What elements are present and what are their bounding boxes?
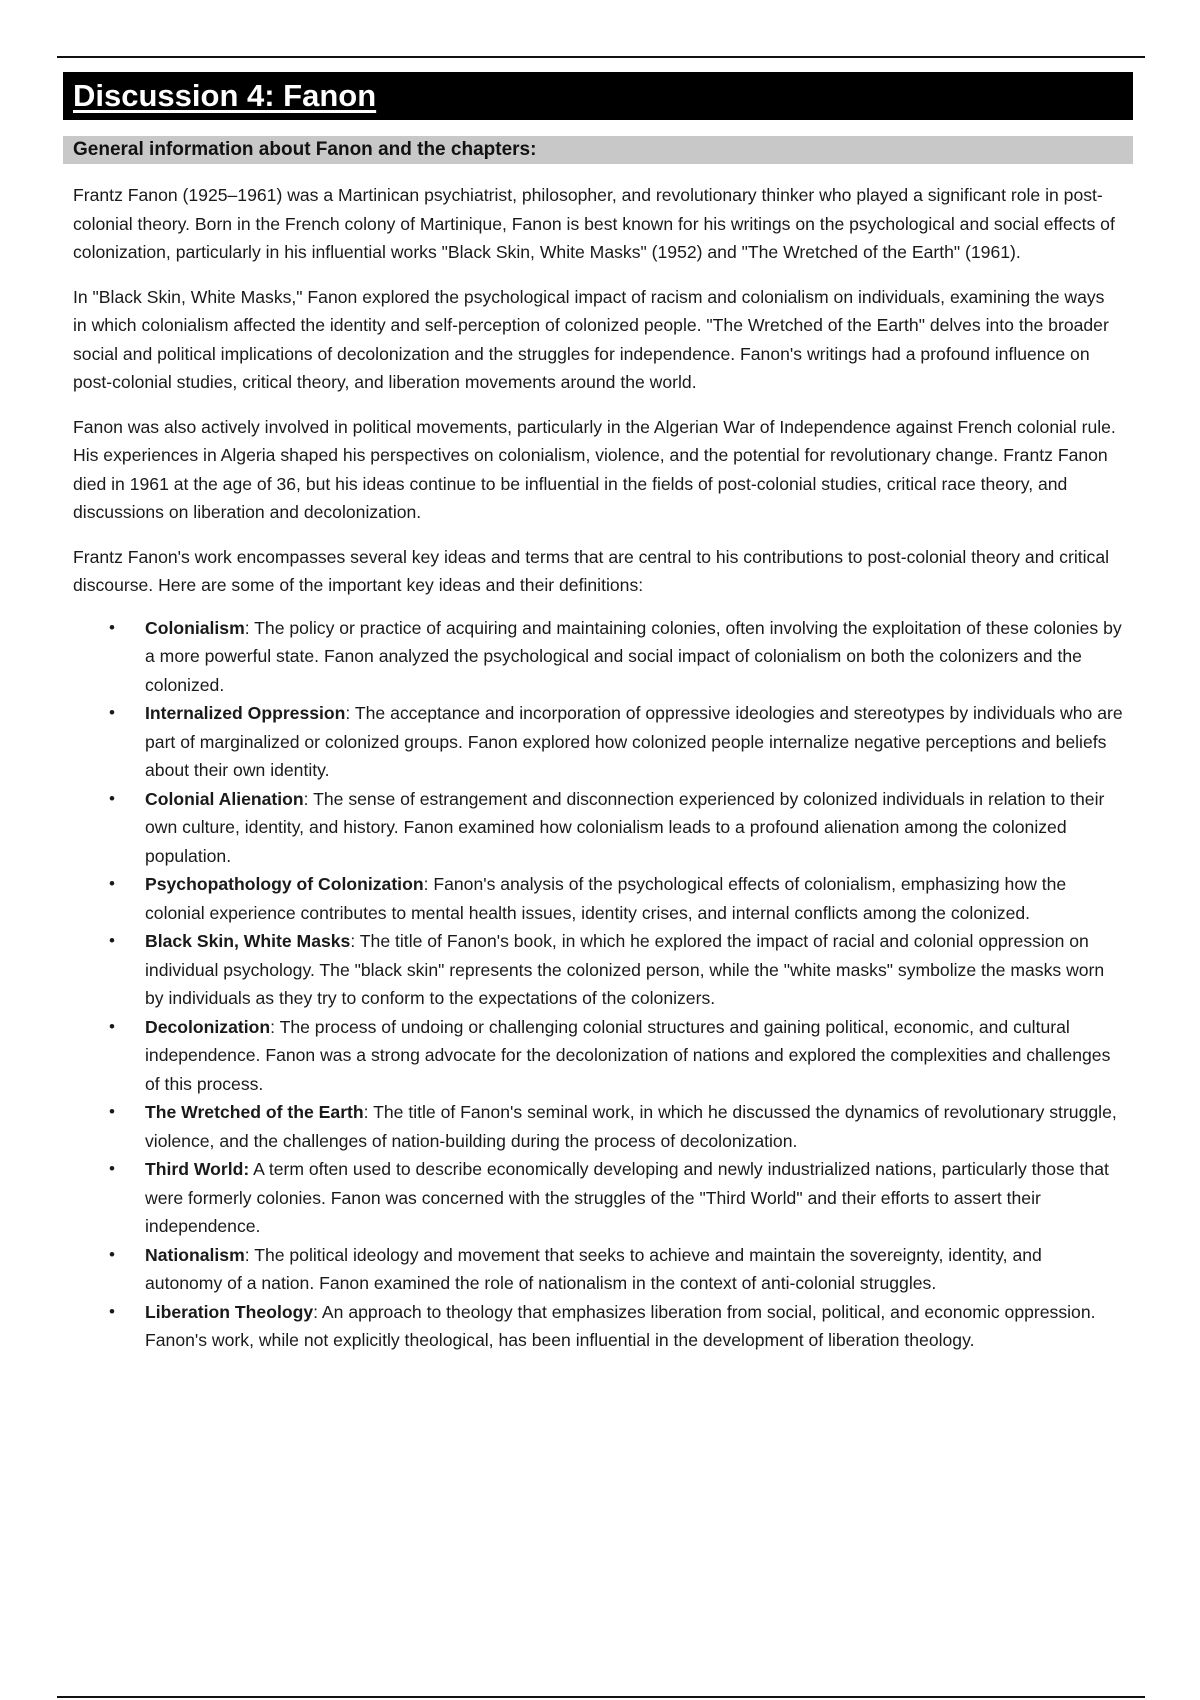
term-label: Decolonization bbox=[145, 1016, 271, 1037]
list-item-third-world bbox=[73, 1155, 1123, 1241]
term-separator: : bbox=[270, 1016, 276, 1037]
term-label: Colonialism bbox=[145, 617, 245, 638]
term-label: Nationalism bbox=[145, 1244, 245, 1265]
term-definition: An approach to theology that emphasizes liberation from social, political, and economic oppression. Fanon's work, while not explicitly theological, has been influential in the development of liberation theology. bbox=[145, 1301, 1096, 1350]
term-separator: : bbox=[313, 1301, 319, 1322]
term-definition: The title of Fanon's seminal work, in which he discussed the dynamics of revolutionary struggle, violence, and the challenges of nation-building during the process of decolonization. bbox=[145, 1102, 1117, 1151]
list-item-wretched-of-the-earth bbox=[73, 1098, 1123, 1155]
document-page bbox=[63, 72, 1133, 1355]
bullet-icon: • bbox=[109, 703, 115, 722]
term-separator: : bbox=[244, 617, 250, 638]
bullet-icon: • bbox=[109, 1102, 115, 1121]
term-definition: A term often used to describe economically developing and newly industrialized nations, particularly those that were formerly colonies. Fanon was concerned with the struggles of the "Third World" and their efforts to assert their independence. bbox=[145, 1159, 1109, 1236]
document-body bbox=[63, 181, 1133, 1355]
list-item-nationalism bbox=[73, 1241, 1123, 1298]
list-item-psychopathology bbox=[73, 870, 1123, 927]
bullet-icon: • bbox=[109, 1244, 115, 1264]
term-label: Black Skin, White Masks bbox=[145, 931, 351, 951]
term-separator: : bbox=[423, 874, 429, 894]
term-separator: : bbox=[244, 1244, 250, 1265]
term-definition: The political ideology and movement that seeks to achieve and maintain the sovereignty, identity, and autonomy of a nation. Fanon examined the role of nationalism in the context of anti-colonial struggles. bbox=[145, 1244, 1042, 1293]
list-item-colonialism bbox=[73, 614, 1123, 700]
key-terms-list bbox=[73, 614, 1123, 1355]
term-label: Internalized Oppression bbox=[145, 703, 346, 723]
bullet-icon: • bbox=[109, 874, 115, 893]
term-definition: The acceptance and incorporation of oppressive ideologies and stereotypes by individuals who are part of marginalized or colonized groups. Fanon explored how colonized people internalize negative perceptions and beliefs about their own identity. bbox=[145, 703, 1123, 780]
list-item-internalized-oppression bbox=[73, 699, 1123, 785]
bullet-icon: • bbox=[109, 617, 115, 637]
term-label: Psychopathology of Colonization bbox=[145, 874, 424, 894]
list-item-liberation-theology bbox=[73, 1298, 1123, 1355]
paragraph-key-ideas-intro: Frantz Fanon's work encompasses several key ideas and terms that are central to his contributions to post-colonial theory and critical discourse. Here are some of the important key ideas and their definitions: bbox=[73, 546, 1110, 595]
bullet-icon: • bbox=[109, 1016, 115, 1036]
term-separator: : bbox=[345, 703, 351, 723]
list-item-decolonization bbox=[73, 1013, 1123, 1099]
term-definition: Fanon's analysis of the psychological effects of colonialism, emphasizing how the colonial experience contributes to mental health issues, identity crises, and internal conflicts among the colonized. bbox=[145, 874, 1067, 923]
bottom-rule bbox=[57, 1696, 1145, 1698]
term-label: Colonial Alienation bbox=[145, 788, 304, 809]
bullet-icon: • bbox=[109, 931, 115, 950]
term-label: Liberation Theology bbox=[145, 1301, 314, 1322]
top-rule bbox=[57, 56, 1145, 58]
term-definition: The title of Fanon's book, in which he explored the impact of racial and colonial oppression on individual psychology. The "black skin" represents the colonized person, while the "white masks" symbolize the masks worn by individuals as they try to conform to the expectations of the colonizers. bbox=[145, 931, 1105, 1008]
term-definition: The process of undoing or challenging colonial structures and gaining political, economic, and cultural independence. Fanon was a strong advocate for the decolonization of nations and explored the complexities and challenges of this process. bbox=[145, 1016, 1111, 1094]
term-definition: The sense of estrangement and disconnection experienced by colonized individuals in relation to their own culture, identity, and history. Fanon examined how colonialism leads to a profound alienation among the colonized population. bbox=[145, 788, 1105, 866]
section-subheading: General information about Fanon and the chapters: bbox=[63, 136, 1133, 164]
bullet-icon: • bbox=[109, 1159, 115, 1178]
term-label: Third World: bbox=[145, 1159, 250, 1179]
bullet-icon: • bbox=[109, 1301, 115, 1321]
bullet-icon: • bbox=[109, 788, 115, 808]
list-item-colonial-alienation bbox=[73, 785, 1123, 871]
list-item-black-skin-white-masks bbox=[73, 927, 1123, 1013]
paragraph-intro: Frantz Fanon (1925–1961) was a Martinican psychiatrist, philosopher, and revolutionary thinker who played a significant role in post-colonial theory. Born in the French colony of Martinique, Fanon is best known for his writings on the psychological and social effects of colonization, particularly in his influential works "Black Skin, White Masks" (1952) and "The Wretched of the Earth" (1961). bbox=[73, 185, 1115, 262]
paragraph-political-movements: Fanon was also actively involved in political movements, particularly in the Algerian War of Independence against French colonial rule. His experiences in Algeria shaped his perspectives on colonialism, violence, and the potential for revolutionary change. Frantz Fanon died in 1961 at the age of 36, but his ideas continue to be influential in the fields of post-colonial studies, critical race theory, and discussions on liberation and decolonization. bbox=[73, 416, 1116, 522]
term-separator: : bbox=[363, 1102, 369, 1122]
title-bar bbox=[63, 72, 1133, 120]
term-label: The Wretched of the Earth bbox=[145, 1102, 364, 1122]
term-separator: : bbox=[350, 931, 356, 951]
page-title: Discussion 4: Fanon bbox=[73, 78, 377, 113]
term-separator: : bbox=[303, 788, 309, 809]
term-definition: The policy or practice of acquiring and maintaining colonies, often involving the exploitation of these colonies by a more powerful state. Fanon analyzed the psychological and social impact of colonialism on both the colonizers and the colonized. bbox=[145, 617, 1122, 695]
paragraph-black-skin: In "Black Skin, White Masks," Fanon explored the psychological impact of racism and colonialism on individuals, examining the ways in which colonialism affected the identity and self-perception of colonized people. "The Wretched of the Earth" delves into the broader social and political implications of decolonization and the struggles for independence. Fanon's writings had a profound influence on post-colonial studies, critical theory, and liberation movements around the world. bbox=[73, 286, 1109, 392]
